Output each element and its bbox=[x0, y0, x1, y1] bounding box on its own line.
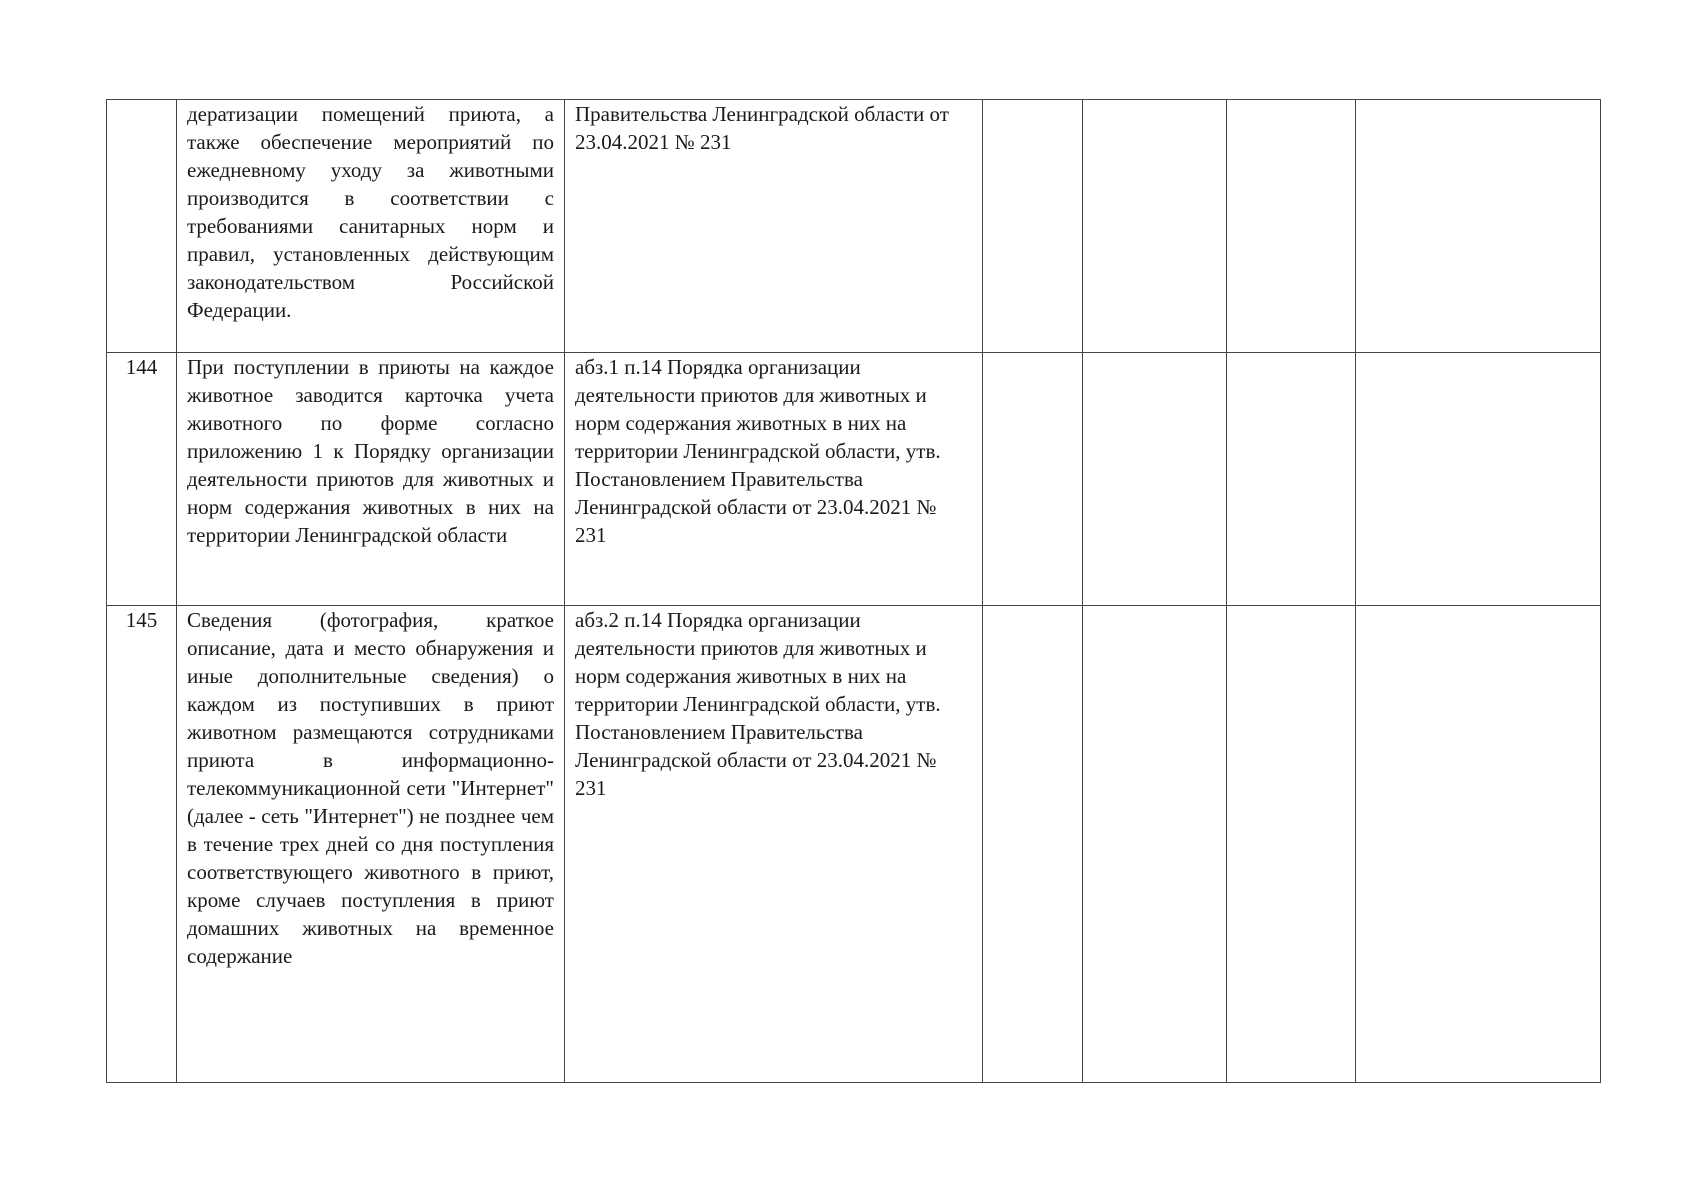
table-row bbox=[107, 353, 1601, 606]
requirement-cell: Сведения (фотография, краткое описание, дата и место обнаружения и иные дополнительные сведения) о каждом из поступивших в приют животном размещаются сотрудниками приюта в информационно-телекоммуникационной сети "Интернет" (далее - сеть "Интернет") не позднее чем в течение трех дней со дня поступления соответствующего животного в приют, кроме случаев поступления в приют домашних животных на временное содержание bbox=[177, 606, 565, 1083]
reference-cell: абз.2 п.14 Порядка организации деятельности приютов для животных и норм содержания животных в них на территории Ленинградской области, утв. Постановлением Правительства Ленинградской области от 23.04.2021 № 231 bbox=[565, 606, 983, 1083]
empty-cell bbox=[1227, 353, 1356, 606]
empty-cell bbox=[1227, 606, 1356, 1083]
requirement-cell: дератизации помещений приюта, а также обеспечение мероприятий по ежедневному уходу за животными производится в соответствии с требованиями санитарных норм и правил, установленных действующим законодательством Российской Федерации. bbox=[177, 100, 565, 353]
empty-cell bbox=[1356, 353, 1601, 606]
empty-cell bbox=[983, 606, 1083, 1083]
empty-cell bbox=[983, 353, 1083, 606]
requirement-cell: При поступлении в приюты на каждое животное заводится карточка учета животного по форме согласно приложению 1 к Порядку организации деятельности приютов для животных и норм содержания животных в них на территории Ленинградской области bbox=[177, 353, 565, 606]
table-row bbox=[107, 100, 1601, 353]
reference-cell: абз.1 п.14 Порядка организации деятельности приютов для животных и норм содержания животных в них на территории Ленинградской области, утв. Постановлением Правительства Ленинградской области от 23.04.2021 № 231 bbox=[565, 353, 983, 606]
empty-cell bbox=[1083, 606, 1227, 1083]
reference-cell: Правительства Ленинградской области от 23.04.2021 № 231 bbox=[565, 100, 983, 353]
requirements-table bbox=[106, 99, 1601, 1083]
empty-cell bbox=[1356, 100, 1601, 353]
empty-cell bbox=[983, 100, 1083, 353]
empty-cell bbox=[1227, 100, 1356, 353]
empty-cell bbox=[1356, 606, 1601, 1083]
row-number-cell: 145 bbox=[107, 606, 177, 1083]
empty-cell bbox=[1083, 100, 1227, 353]
row-number-cell bbox=[107, 100, 177, 353]
empty-cell bbox=[1083, 353, 1227, 606]
table-row bbox=[107, 606, 1601, 1083]
row-number-cell: 144 bbox=[107, 353, 177, 606]
